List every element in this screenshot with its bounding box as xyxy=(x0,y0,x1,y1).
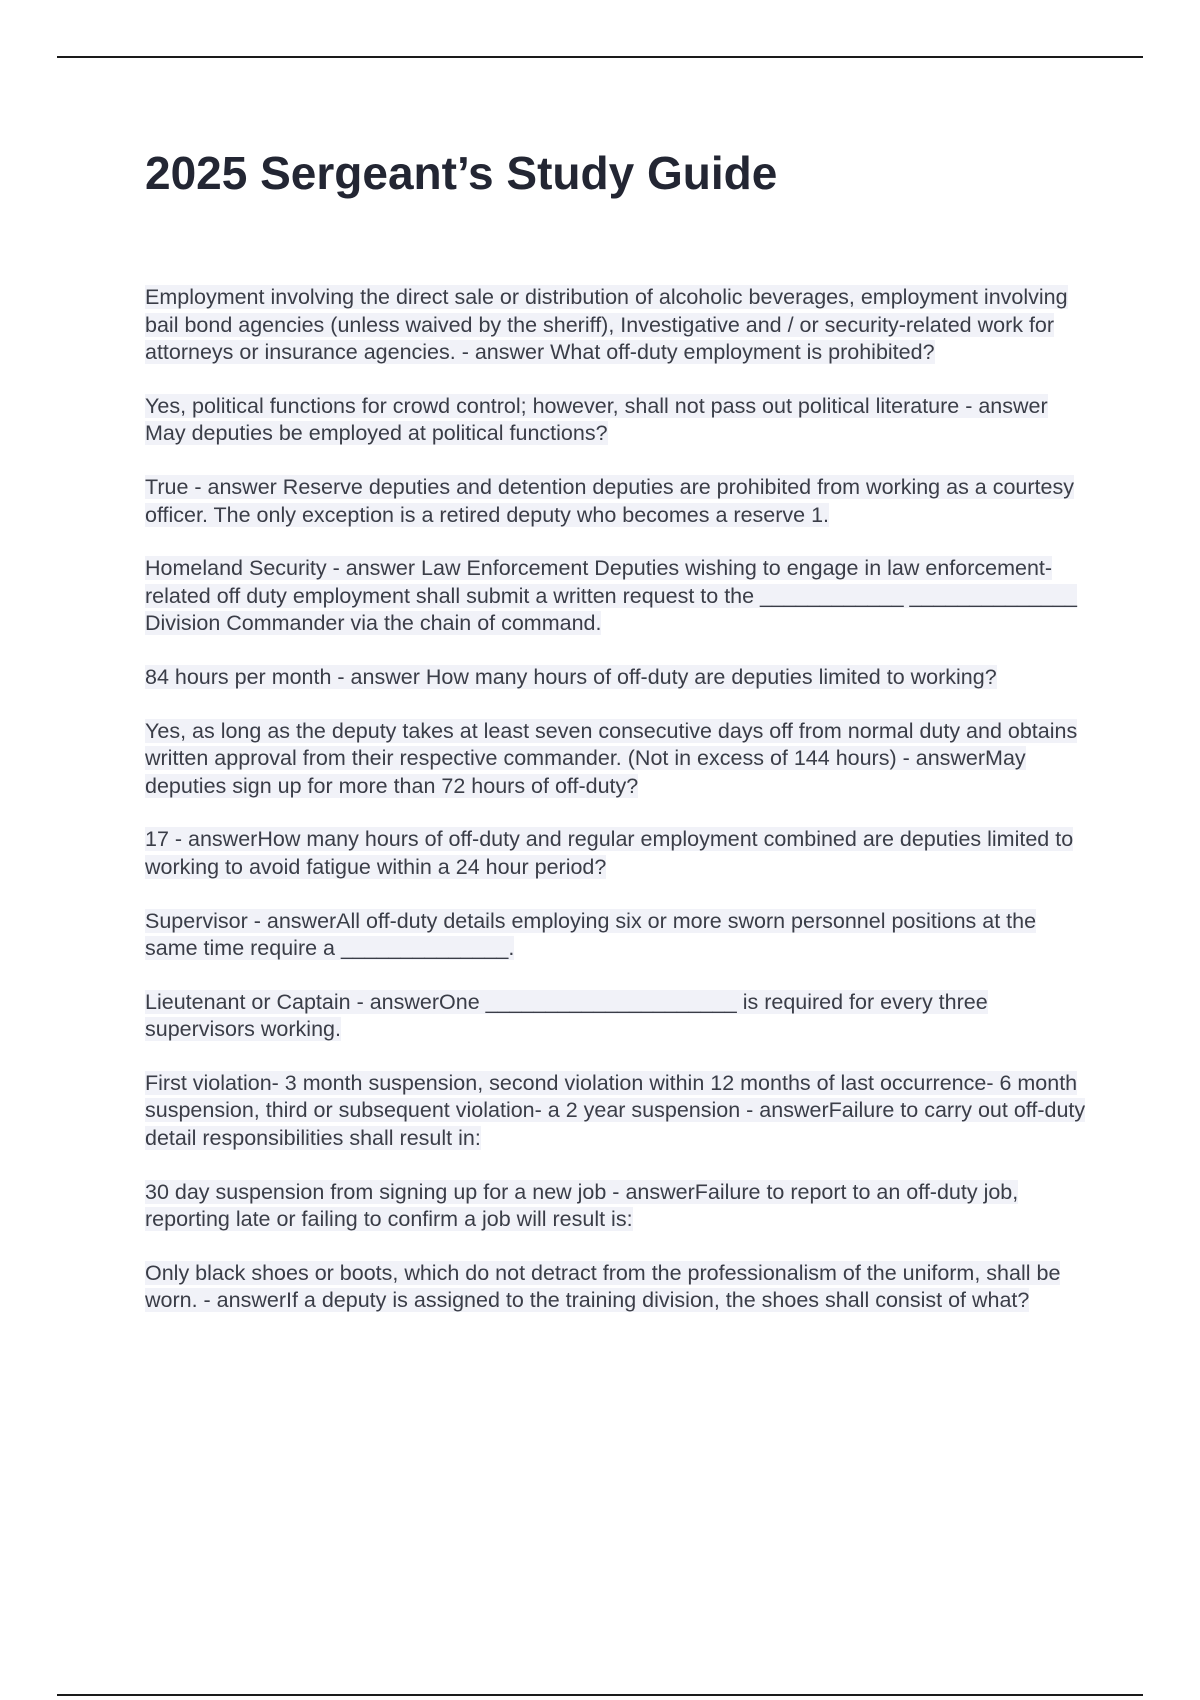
qa-text: Yes, as long as the deputy takes at least seven consecutive days off from normal duty and obtains written approval from their respective commander. (Not in excess of 144 hours) - answerMay deputies sign up for more than 72 hours of off-duty? xyxy=(145,718,1078,798)
qa-text: Yes, political functions for crowd control; however, shall not pass out political literature - answer May deputies be employed at political functions? xyxy=(145,393,1048,446)
qa-text: 17 - answerHow many hours of off-duty and regular employment combined are deputies limited to working to avoid fatigue within a 24 hour period? xyxy=(145,827,1074,879)
qa-text: Lieutenant or Captain - answerOne _____________________ is required for every three supervisors working. xyxy=(145,989,988,1042)
qa-text: 84 hours per month - answer How many hours of off-duty are deputies limited to working? xyxy=(145,664,997,689)
qa-list xyxy=(145,284,1090,1341)
top-divider xyxy=(57,56,1143,58)
qa-item xyxy=(145,989,1090,1044)
qa-item xyxy=(145,474,1090,529)
qa-item xyxy=(145,555,1090,638)
qa-item xyxy=(145,664,1090,692)
qa-text: Supervisor - answerAll off-duty details employing six or more sworn personnel positions at the same time require a ______________. xyxy=(145,908,1037,961)
bottom-divider xyxy=(57,1694,1143,1696)
qa-item xyxy=(145,718,1090,801)
qa-text: First violation- 3 month suspension, second violation within 12 months of last occurrence- 6 month suspension, third or subsequent violation- a 2 year suspension - answerFailure to carry out off-duty detail responsibilities shall result in: xyxy=(145,1070,1086,1151)
qa-text: Homeland Security - answer Law Enforcement Deputies wishing to engage in law enforcement-related off duty employment shall submit a written request to the ____________ ______________ Division Commander via the chain of command. xyxy=(145,556,1077,636)
qa-item xyxy=(145,1260,1090,1315)
qa-item xyxy=(145,1179,1090,1234)
qa-item xyxy=(145,284,1090,367)
qa-text: 30 day suspension from signing up for a new job - answerFailure to report to an off-duty job, reporting late or failing to confirm a job will result is: xyxy=(145,1179,1019,1232)
qa-text: True - answer Reserve deputies and detention deputies are prohibited from working as a courtesy officer. The only exception is a retired deputy who becomes a reserve 1. xyxy=(145,474,1074,527)
qa-item xyxy=(145,1070,1090,1153)
qa-item xyxy=(145,826,1090,881)
qa-text: Only black shoes or boots, which do not detract from the professionalism of the uniform, shall be worn. - answerIf a deputy is assigned to the training division, the shoes shall consist of what? xyxy=(145,1260,1061,1313)
qa-text: Employment involving the direct sale or distribution of alcoholic beverages, employment involving bail bond agencies (unless waived by the sheriff), Investigative and / or security-related work for attorneys or insurance agencies. - answer What off-duty employment is prohibited? xyxy=(145,285,1068,365)
qa-item xyxy=(145,393,1090,448)
qa-item xyxy=(145,908,1090,963)
page-title: 2025 Sergeant’s Study Guide xyxy=(145,147,778,199)
